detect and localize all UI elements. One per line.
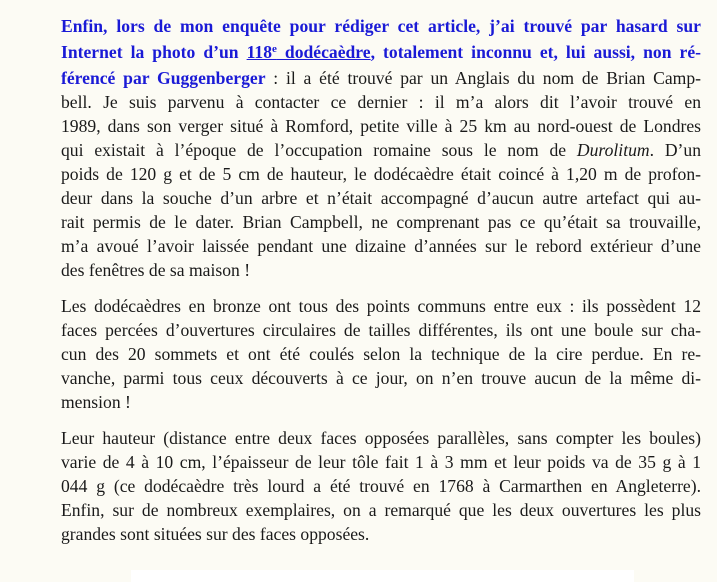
- p1-line-1: [61, 14, 701, 38]
- p1-highlight-text: férencé par Guggenberger: [61, 68, 266, 88]
- p3-line-1: Leur hauteur (distance entre deux faces opposées parallèles, sans compter les boules): [61, 428, 701, 448]
- durolitum-italic: Durolitum: [576, 140, 650, 160]
- p1-text: qui existait à l’époque de l’occupation romaine sous le nom de: [61, 140, 577, 160]
- image-frame-top: [131, 570, 634, 582]
- p3-line-5: grandes sont situées sur des faces opposées.: [61, 524, 370, 544]
- p2-line-5: mension !: [61, 392, 131, 412]
- p1-highlight-text: Internet la photo d’un: [61, 42, 247, 62]
- p1-highlight-text: Enfin, lors de mon enquête pour rédiger cet article, j’ai trouvé par hasard sur: [61, 16, 701, 36]
- p1-line-9: rait permis de le dater. Brian Campbell, ne comprenant pas ce qu’était sa trouvaille,: [61, 212, 701, 232]
- link-text: dodécaèdre: [276, 42, 371, 62]
- p1-text: . D’un: [649, 140, 701, 160]
- p1-highlight-text: , totalement inconnu et, lui aussi, non ré-: [370, 42, 701, 62]
- p3-line-4: Enfin, sur de nombreux exemplaires, on a remarqué que les deux ouvertures les plus: [61, 500, 701, 520]
- p3-line-3: 044 g (ce dodécaèdre très lourd a été trouvé en 1768 à Carmarthen en Angleterre).: [61, 476, 701, 496]
- p1-line-6: [61, 138, 701, 162]
- p1-line-5: 1989, dans son verger situé à Romford, petite ville à 25 km au nord-ouest de Londres: [61, 116, 701, 136]
- p1-line-8: deur dans la souche d’un arbre et n’était accompagné d’aucun autre artefact qui au-: [61, 188, 701, 208]
- p1-line-4: bell. Je suis parvenu à contacter ce dernier : il m’a alors dit l’avoir trouvé en: [61, 92, 701, 112]
- p2-line-3: cun des 20 sommets et ont été coulés selon la technique de la cire perdue. En re-: [61, 344, 701, 364]
- dodecahedron-118-link[interactable]: [247, 42, 371, 62]
- link-superscript: e: [272, 43, 277, 55]
- p2-line-2: faces percées d’ouvertures circulaires de tailles différentes, ils ont une boule sur cha-: [61, 320, 701, 340]
- p2-line-4: vanche, parmi tous ceux découverts à ce jour, on n’en trouve aucun de la même di-: [61, 368, 701, 388]
- p3-line-2: varie de 4 à 10 cm, l’épaisseur de leur tôle fait 1 à 3 mm et leur poids va de 35 g à 1: [61, 452, 701, 472]
- p1-line-7: poids de 120 g et de 5 cm de hauteur, le dodécaèdre était coincé à 1,20 m de profon-: [61, 164, 701, 184]
- p1-line-10: m’a avoué l’avoir laissée pendant une dizaine d’années sur le rebord extérieur d’une: [61, 236, 701, 256]
- p1-line-11: des fenêtres de sa maison !: [61, 260, 251, 280]
- p2-line-1: Les dodécaèdres en bronze ont tous des points communs entre eux : ils possèdent 12: [61, 296, 701, 316]
- p1-line-2: [61, 40, 701, 64]
- p1-line-3: [61, 66, 701, 90]
- link-number: 118: [246, 42, 273, 62]
- p1-text: : il a été trouvé par un Anglais du nom de Brian Camp-: [265, 68, 702, 88]
